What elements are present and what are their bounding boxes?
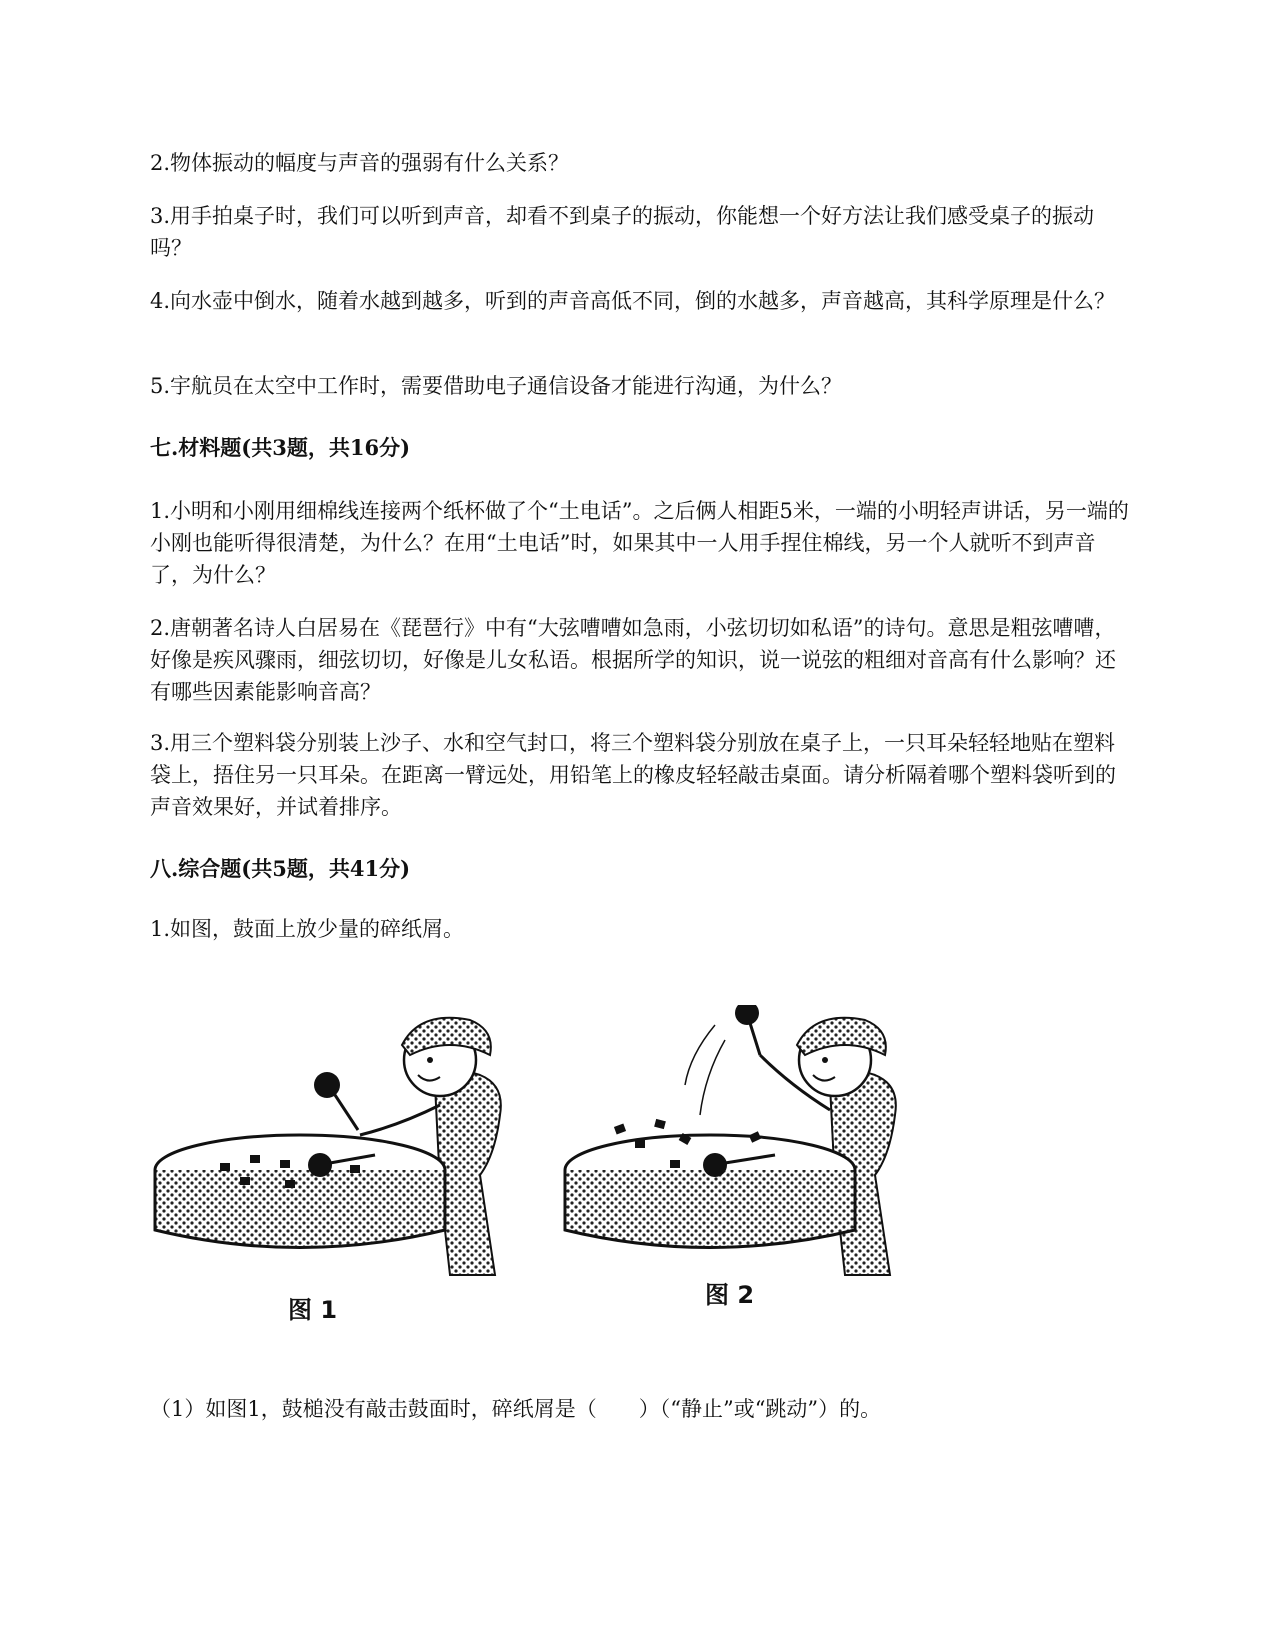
question-6-4: 4.向水壶中倒水，随着水越到越多，听到的声音高低不同，倒的水越多，声音越高，其科学原理是什么？ [150,289,1116,313]
question-6-2: 2.物体振动的幅度与声音的强弱有什么关系？ [150,151,570,175]
figure-2-drawing [565,1005,896,1275]
question-6-3: 3.用手拍桌子时，我们可以听到声音，却看不到桌子的振动，你能想一个好方法让我们感受桌子的振动吗？ [150,204,1095,260]
drum-figure [150,1005,950,1365]
figure-2-label: 图 2 [705,1281,755,1309]
question-7-1: 1.小明和小刚用细棉线连接两个纸杯做了个“土电话”。之后俩人相距5米，一端的小明轻声讲话，另一端的小刚也能听得很清楚，为什么？在用“土电话”时，如果其中一人用手捏住棉线，另一个人就听不到声音了，为什么？ [150,499,1129,587]
figure-1-drawing [155,1018,501,1275]
question-6-5: 5.宇航员在太空中工作时，需要借助电子通信设备才能进行沟通，为什么？ [150,374,843,398]
figure-1-label: 图 1 [288,1296,338,1324]
question-8-1: 1.如图，鼓面上放少量的碎纸屑。 [150,917,465,941]
section-8-heading: 八.综合题(共5题，共41分) [150,856,411,881]
section-7-heading: 七.材料题(共3题，共16分) [150,435,411,460]
drum-illustration [150,1005,950,1365]
question-7-2: 2.唐朝著名诗人白居易在《琵琶行》中有“大弦嘈嘈如急雨，小弦切切如私语”的诗句。意思是粗弦嘈嘈，好像是疾风骤雨，细弦切切，好像是儿女私语。根据所学的知识，说一说弦的粗细对音高有什么影响？还有哪些因素能影响音高？ [150,616,1116,704]
question-8-1-sub-1: （1）如图1，鼓槌没有敲击鼓面时，碎纸屑是（ ）（“静止”或“跳动”）的。 [150,1397,882,1421]
question-7-3: 3.用三个塑料袋分别装上沙子、水和空气封口，将三个塑料袋分别放在桌子上，一只耳朵轻轻地贴在塑料袋上，捂住另一只耳朵。在距离一臂远处，用铅笔上的橡皮轻轻敲击桌面。请分析隔着哪个塑料袋听到的声音效果好，并试着排序。 [150,731,1116,819]
